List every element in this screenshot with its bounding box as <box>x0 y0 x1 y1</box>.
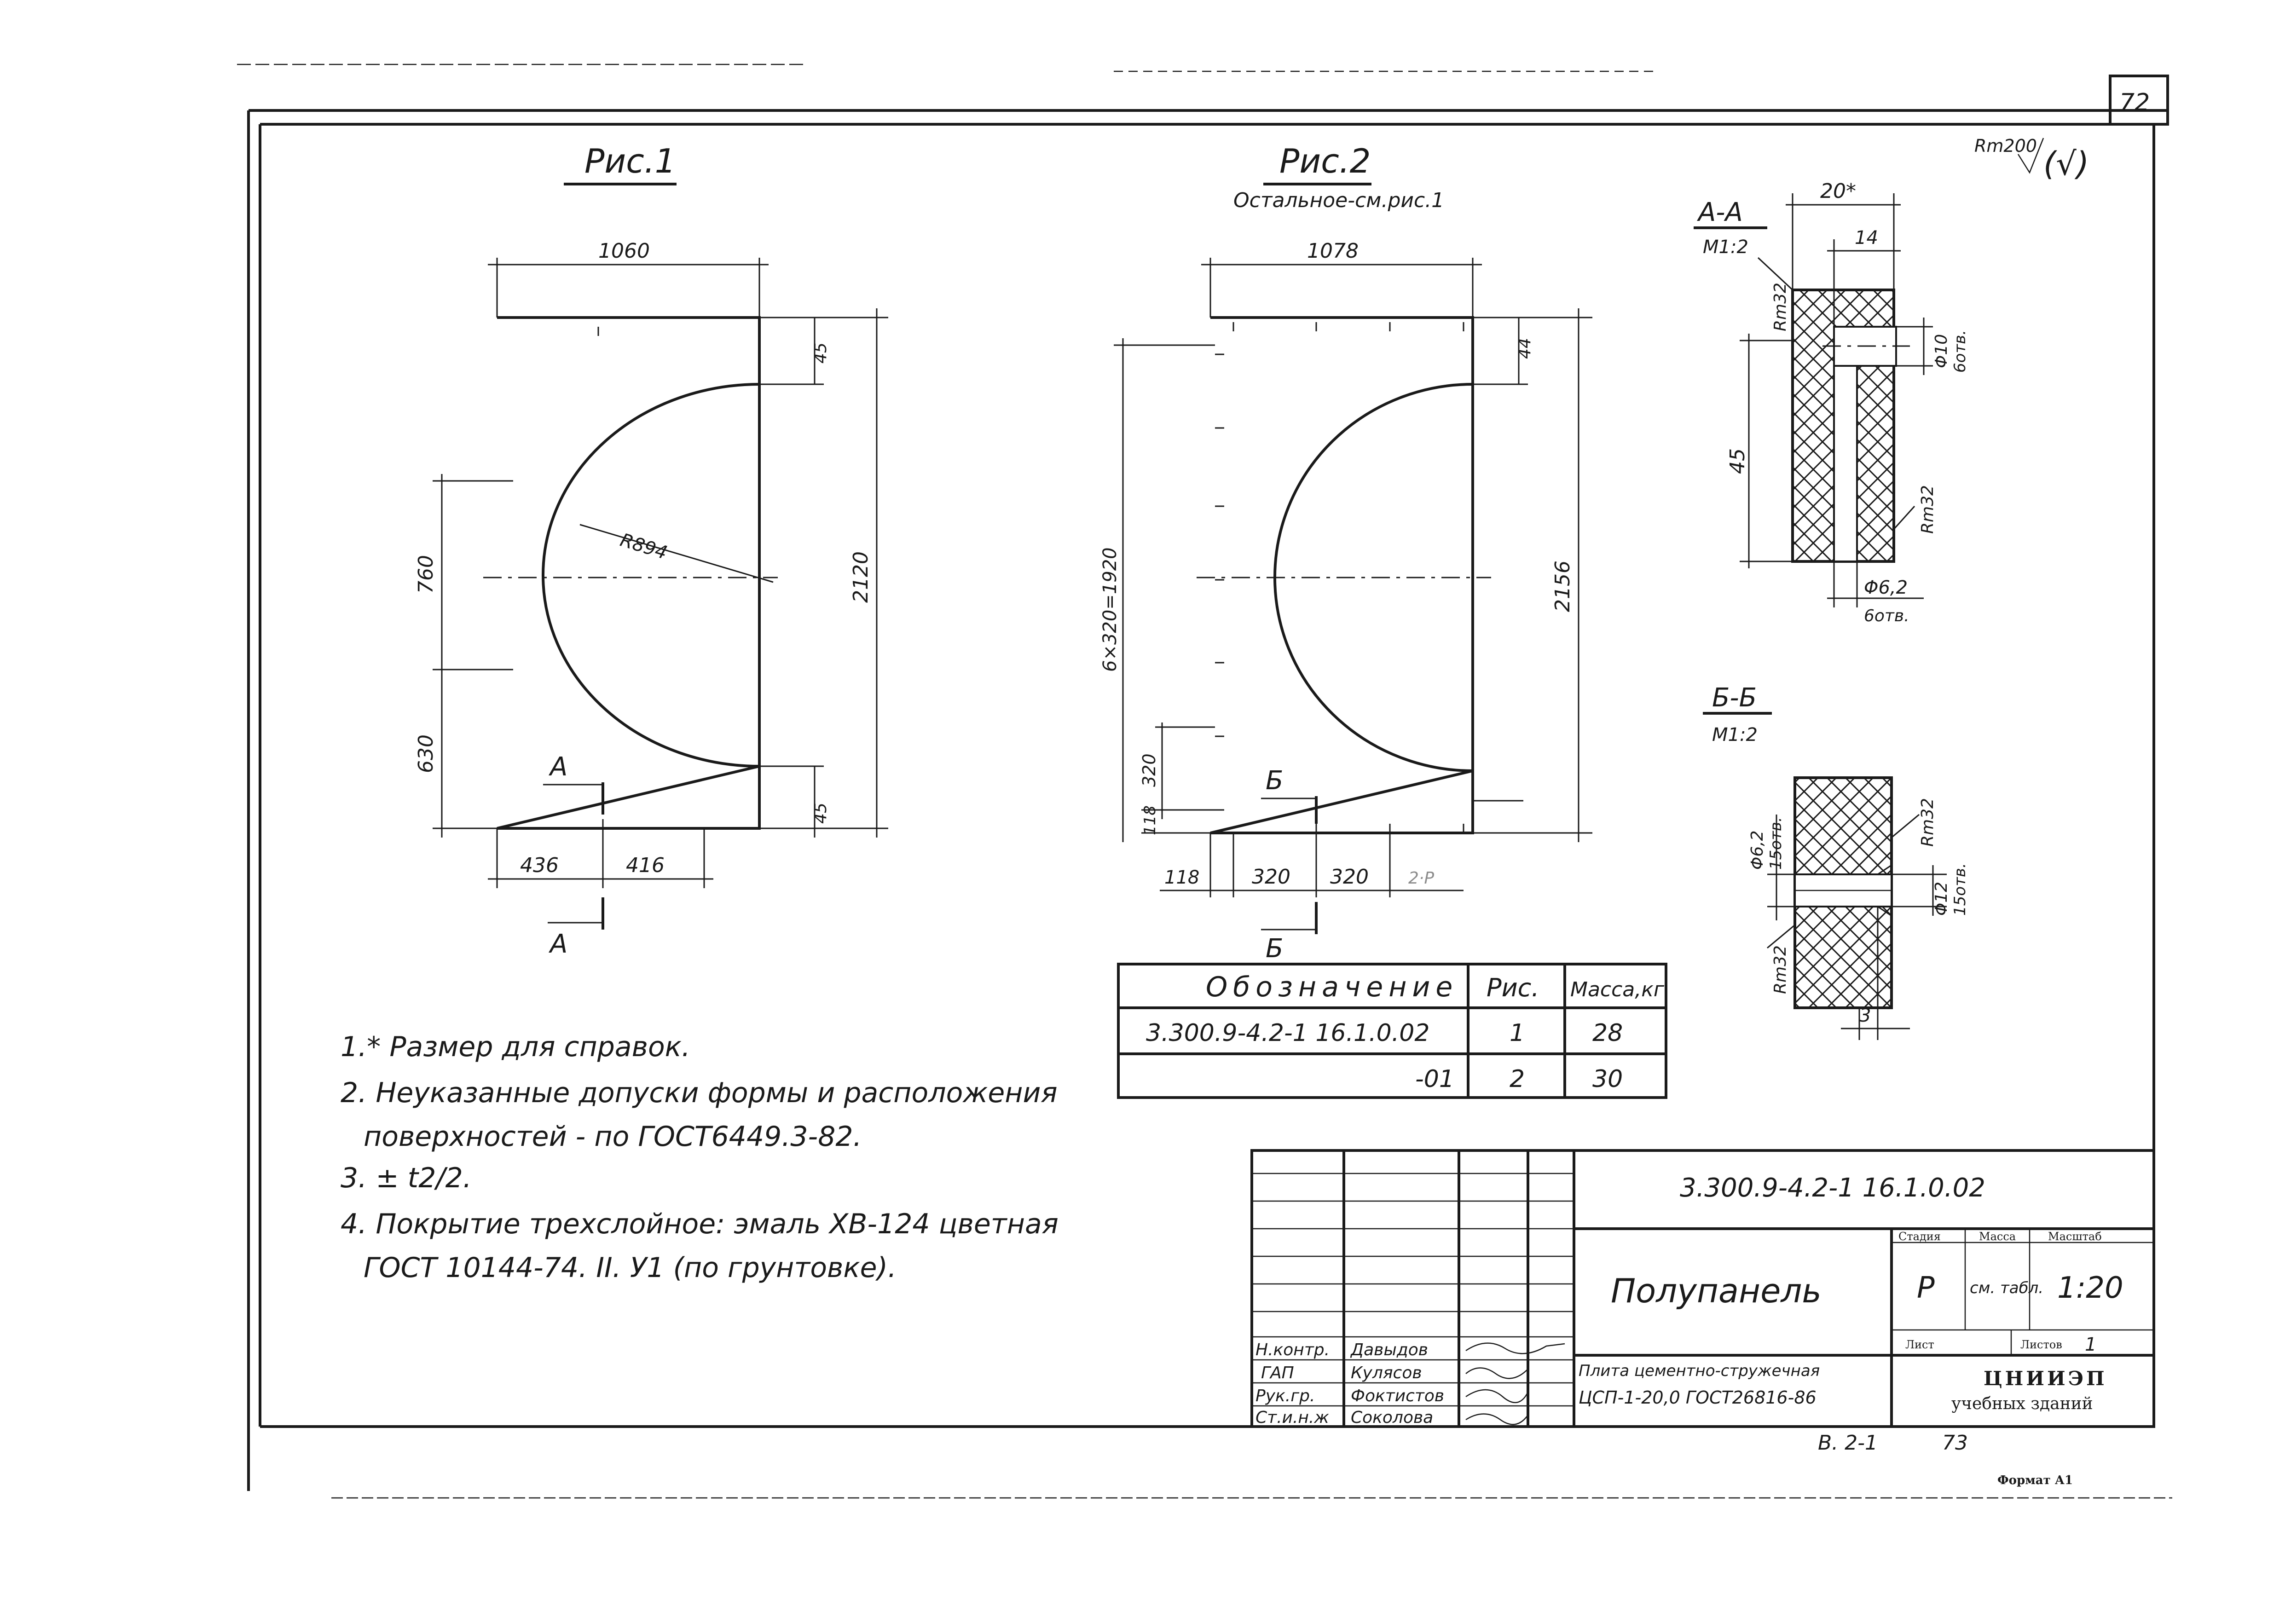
title-designation: 3.300.9-4.2-1 16.1.0.02 <box>1680 1173 1985 1203</box>
title-sheets-count: 1 <box>2085 1334 2097 1355</box>
title-material-2: ЦСП-1-20,0 ГОСТ26816-86 <box>1579 1387 1817 1408</box>
fig2-top-small: 44 <box>1516 338 1534 359</box>
section-bb-rm-top: Rm32 <box>1918 798 1937 847</box>
title-sheet-label: Лист <box>1905 1338 1934 1351</box>
section-bb-hole-62: Φ6,2 <box>1748 830 1767 870</box>
roughness-sign <box>1974 136 2089 183</box>
note-1: 1.* Размер для справок. <box>341 1031 690 1063</box>
section-bb <box>1703 683 1969 1040</box>
section-aa-hole-62: Φ6,2 <box>1864 577 1908 598</box>
fig1-section-a-bottom: А <box>550 929 568 959</box>
spec-row2-mass: 30 <box>1592 1065 1623 1093</box>
title-mass: см. табл. <box>1970 1279 2044 1297</box>
title-col-scale: Масштаб <box>2048 1230 2102 1243</box>
note-3: 3. ± t2/2. <box>341 1162 472 1194</box>
section-bb-hole-62-count: 15отв. <box>1767 817 1785 870</box>
section-bb-rm-bottom: Rm32 <box>1771 945 1790 994</box>
spec-table <box>1118 964 1666 1098</box>
section-aa-scale: М1:2 <box>1703 237 1748 258</box>
fig1-bottom-left: 436 <box>520 854 559 877</box>
fig1-bottom-right: 416 <box>626 854 665 877</box>
section-aa-hole-62-count: 6отв. <box>1864 607 1909 625</box>
fig2-section-b-top: Б <box>1266 766 1284 796</box>
signer-name-2: Кулясов <box>1351 1364 1422 1382</box>
fig2-bottom-320b: 320 <box>1330 865 1369 889</box>
fig1-title: Рис.1 <box>584 142 676 180</box>
signature-2 <box>1466 1368 1528 1379</box>
spec-row2-designation: -01 <box>1415 1065 1454 1093</box>
section-bb-scale: М1:2 <box>1712 724 1758 746</box>
note-2b: поверхностей - по ГОСТ6449.3-82. <box>364 1121 862 1153</box>
title-col-stage: Стадия <box>1898 1230 1941 1243</box>
title-sheets-label: Листов <box>2020 1338 2062 1351</box>
spec-row2-fig: 2 <box>1510 1065 1525 1093</box>
fig2-section-b-bottom: Б <box>1266 934 1284 964</box>
section-aa <box>1694 179 1969 625</box>
title-block-grid <box>1252 1150 1574 1427</box>
fig2-subtitle: Остальное-см.рис.1 <box>1233 189 1445 212</box>
signature-3 <box>1466 1390 1528 1403</box>
fig2-title: Рис.2 <box>1279 142 1371 180</box>
section-bb-dim-3: 3 <box>1859 1005 1871 1026</box>
fig2-left-320: 320 <box>1139 753 1159 787</box>
signature-4 <box>1466 1414 1528 1425</box>
title-stage: Р <box>1917 1271 1935 1305</box>
section-aa-dim-top: 20* <box>1820 179 1856 203</box>
signature-1 <box>1466 1343 1565 1354</box>
signer-role-4: Ст.и.н.ж <box>1255 1408 1329 1427</box>
bottom-page: 73 <box>1942 1431 1968 1455</box>
section-aa-rm-right: Rm32 <box>1918 485 1937 534</box>
spec-header-mass: Масса,кг <box>1570 978 1664 1001</box>
section-aa-dim-14: 14 <box>1855 227 1878 249</box>
figure-2 <box>1099 142 1592 964</box>
section-aa-hole-10-count: 6отв. <box>1951 329 1969 373</box>
title-col-mass: Масса <box>1979 1230 2016 1243</box>
note-4b: ГОСТ 10144-74. II. У1 (по грунтовке). <box>364 1252 897 1284</box>
section-aa-rm-top: Rm32 <box>1771 283 1790 331</box>
bottom-ref: В. 2-1 <box>1818 1431 1878 1455</box>
section-aa-dim-45: 45 <box>1726 448 1749 474</box>
fig1-bottom-small: 45 <box>811 803 830 824</box>
section-bb-hole-12-count: 15отв. <box>1951 863 1969 916</box>
title-scale: 1:20 <box>2057 1271 2123 1305</box>
spec-header-fig: Рис. <box>1487 973 1539 1002</box>
note-4a: 4. Покрытие трехслойное: эмаль ХВ-124 цветная <box>341 1208 1059 1240</box>
section-aa-title: А-А <box>1698 197 1743 227</box>
fig1-width: 1060 <box>598 239 650 263</box>
fig2-left-chain: 6×320=1920 <box>1099 547 1121 672</box>
note-2a: 2. Неуказанные допуски формы и расположения <box>341 1077 1058 1109</box>
fig2-bottom-partial: 2·Р <box>1408 869 1435 888</box>
signer-name-3: Фоктистов <box>1351 1387 1445 1405</box>
title-name: Полупанель <box>1611 1271 1822 1310</box>
title-org-2: учебных зданий <box>1951 1394 2093 1413</box>
signer-name-4: Соколова <box>1351 1408 1434 1427</box>
signer-role-1: Н.контр. <box>1255 1341 1330 1359</box>
format-label: Формат А1 <box>1997 1474 2073 1487</box>
spec-row1-fig: 1 <box>1510 1019 1525 1047</box>
roughness-value: Rm200 <box>1974 136 2037 156</box>
spec-header-designation: Обозначение <box>1206 971 1458 1003</box>
section-aa-hole-10: Φ10 <box>1932 334 1951 368</box>
title-material-1: Плита цементно-стружечная <box>1579 1362 1820 1380</box>
figure-1 <box>414 142 888 959</box>
section-bb-title: Б-Б <box>1712 683 1757 713</box>
notes <box>341 1031 1059 1284</box>
spec-row1-mass: 28 <box>1592 1019 1623 1047</box>
signer-name-1: Давыдов <box>1351 1341 1428 1359</box>
fig2-bottom-118: 118 <box>1164 867 1200 888</box>
section-bb-hole-12: Φ12 <box>1932 881 1951 916</box>
fig1-radius: R894 <box>618 529 670 564</box>
fig2-left-118: 118 <box>1141 805 1159 835</box>
title-block <box>1252 1150 2154 1427</box>
signer-role-3: Рук.гр. <box>1255 1387 1315 1405</box>
signer-role-2: ГАП <box>1261 1364 1294 1382</box>
fig1-left-upper: 760 <box>414 555 438 594</box>
fig1-section-a-top: А <box>550 752 568 782</box>
fig2-height: 2156 <box>1551 561 1574 612</box>
title-org-1: ЦНИИЭП <box>1984 1367 2107 1390</box>
fig2-width: 1078 <box>1307 239 1359 263</box>
fig1-top-small: 45 <box>811 342 830 364</box>
spec-row1-designation: 3.300.9-4.2-1 16.1.0.02 <box>1146 1019 1430 1047</box>
sheet-number: 72 <box>2119 89 2150 116</box>
fig2-bottom-320a: 320 <box>1252 865 1290 889</box>
roughness-paren: (√) <box>2043 145 2089 183</box>
fig1-left-lower: 630 <box>414 734 438 773</box>
fig1-height: 2120 <box>849 551 873 603</box>
